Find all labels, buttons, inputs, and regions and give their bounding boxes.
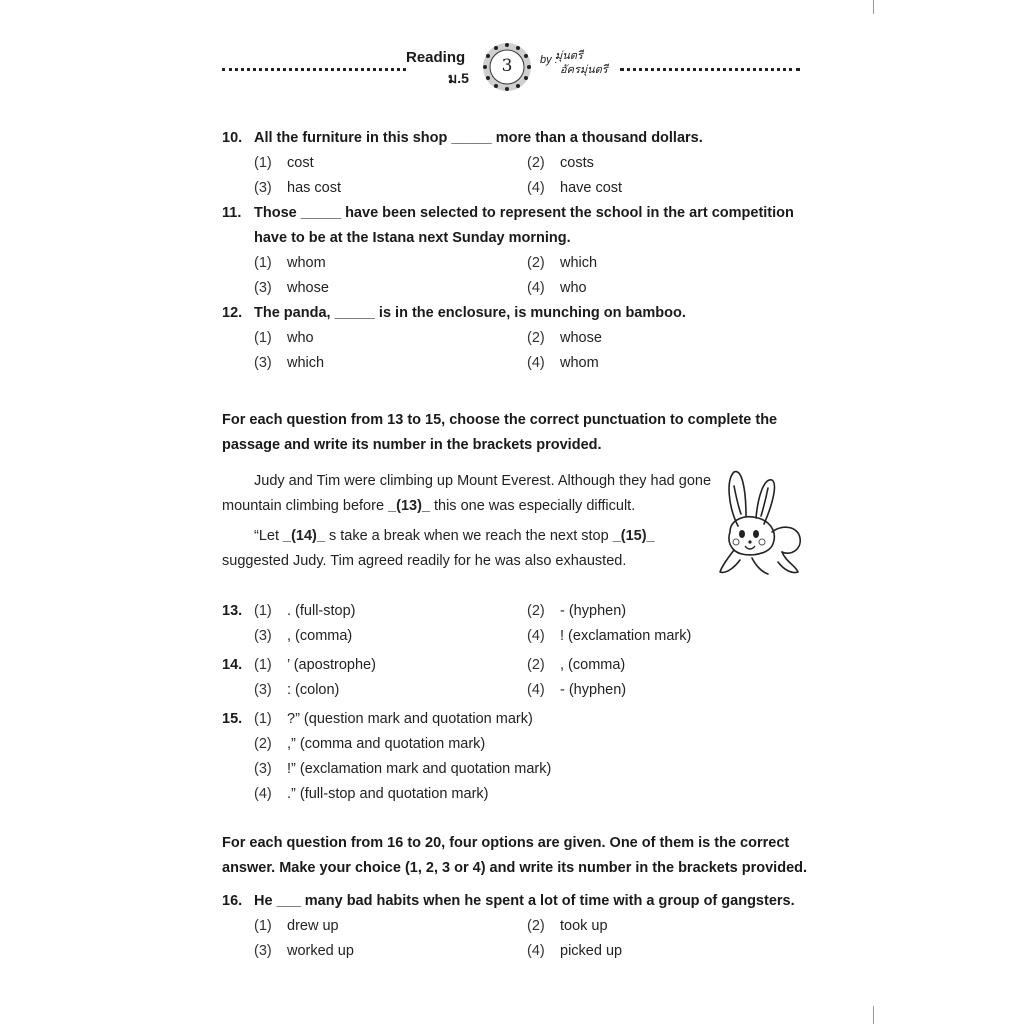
option: (4) whom — [527, 355, 599, 371]
option: (3) has cost — [254, 180, 341, 196]
option: (1) whom — [254, 255, 326, 271]
option: (3) whose — [254, 280, 329, 296]
passage-line: “Let _(14)_ s take a break when we reach the next stop _(15)_ — [254, 528, 655, 544]
blank-14: _(14)_ — [283, 528, 325, 544]
option: (4) - (hyphen) — [527, 682, 627, 698]
option: (1) cost — [254, 155, 314, 171]
option: (1) ?” (question mark and quotation mark) — [254, 711, 533, 727]
bunny-illustration-icon — [712, 466, 804, 582]
option: (1) ’ (apostrophe) — [254, 657, 376, 673]
option: (2) , (comma) — [527, 657, 626, 673]
option: (2) costs — [527, 155, 594, 171]
question-number: 13. — [222, 603, 243, 619]
option: (1) who — [254, 330, 314, 346]
instruction-line: answer. Make your choice (1, 2, 3 or 4) and write its number in the brackets provided. — [222, 860, 808, 876]
instruction-line: For each question from 13 to 15, choose the correct punctuation to complete the — [222, 412, 778, 428]
page-header — [220, 40, 802, 110]
header-dotted-rule-right — [620, 60, 800, 71]
header-grade: ม.5 — [448, 70, 469, 86]
question-12 — [222, 305, 686, 321]
option: (4) .” (full-stop and quotation mark) — [254, 786, 489, 802]
passage-line: Judy and Tim were climbing up Mount Everest. Although they had gone — [254, 473, 712, 489]
header-author-line2: อัครมุ่นตรี — [560, 64, 608, 76]
option: (3) !” (exclamation mark and quotation mark) — [254, 761, 552, 777]
option: (4) ! (exclamation mark) — [527, 628, 692, 644]
question-16 — [222, 893, 795, 909]
option: (3) : (colon) — [254, 682, 340, 698]
question-number: 14. — [222, 657, 243, 673]
passage-line: mountain climbing before _(13)_ this one was especially difficult. — [222, 498, 636, 514]
question-text: The panda, _____ is in the enclosure, is munching on bamboo. — [254, 305, 686, 321]
header-by: by : — [540, 54, 558, 66]
question-text-continued: have to be at the Istana next Sunday morning. — [254, 230, 571, 246]
question-text: Those _____ have been selected to represent the school in the art competition — [254, 205, 794, 221]
header-subject: Reading — [406, 49, 466, 66]
header-author-line1: มุ่นตรี — [555, 50, 583, 62]
option: (2) took up — [527, 918, 608, 934]
question-text: He ___ many bad habits when he spent a lot of time with a group of gangsters. — [254, 893, 795, 909]
option: (3) , (comma) — [254, 628, 353, 644]
page-number: 3 — [501, 56, 513, 76]
question-number: 12. — [222, 305, 243, 321]
question-14 — [222, 657, 254, 673]
option: (2) ,” (comma and quotation mark) — [254, 736, 486, 752]
instruction-line: For each question from 16 to 20, four options are given. One of them is the correct — [222, 835, 790, 851]
option: (4) who — [527, 280, 587, 296]
option: (1) . (full-stop) — [254, 603, 356, 619]
option: (2) whose — [527, 330, 602, 346]
instruction-line: passage and write its number in the brackets provided. — [222, 437, 602, 453]
option: (4) picked up — [527, 943, 623, 959]
passage-line: suggested Judy. Tim agreed readily for he was also exhausted. — [222, 553, 627, 569]
blank-13: _(13)_ — [388, 498, 430, 514]
question-number: 10. — [222, 130, 243, 146]
blank-15: _(15)_ — [612, 528, 655, 544]
option: (1) drew up — [254, 918, 339, 934]
question-number: 16. — [222, 893, 243, 909]
question-number: 11. — [222, 205, 242, 221]
page-edge-line-top — [873, 0, 874, 14]
page-edge-line-bottom — [873, 1006, 874, 1024]
option: (4) have cost — [527, 180, 623, 196]
question-13 — [222, 603, 254, 619]
question-10 — [222, 130, 703, 146]
header-dotted-rule-left — [222, 60, 406, 71]
question-text: All the furniture in this shop _____ more than a thousand dollars. — [254, 130, 703, 146]
option: (3) worked up — [254, 943, 354, 959]
option: (2) - (hyphen) — [527, 603, 627, 619]
option: (2) which — [527, 255, 598, 271]
question-number: 15. — [222, 711, 243, 727]
question-11 — [222, 205, 794, 221]
option: (3) which — [254, 355, 325, 371]
question-15 — [222, 711, 254, 727]
